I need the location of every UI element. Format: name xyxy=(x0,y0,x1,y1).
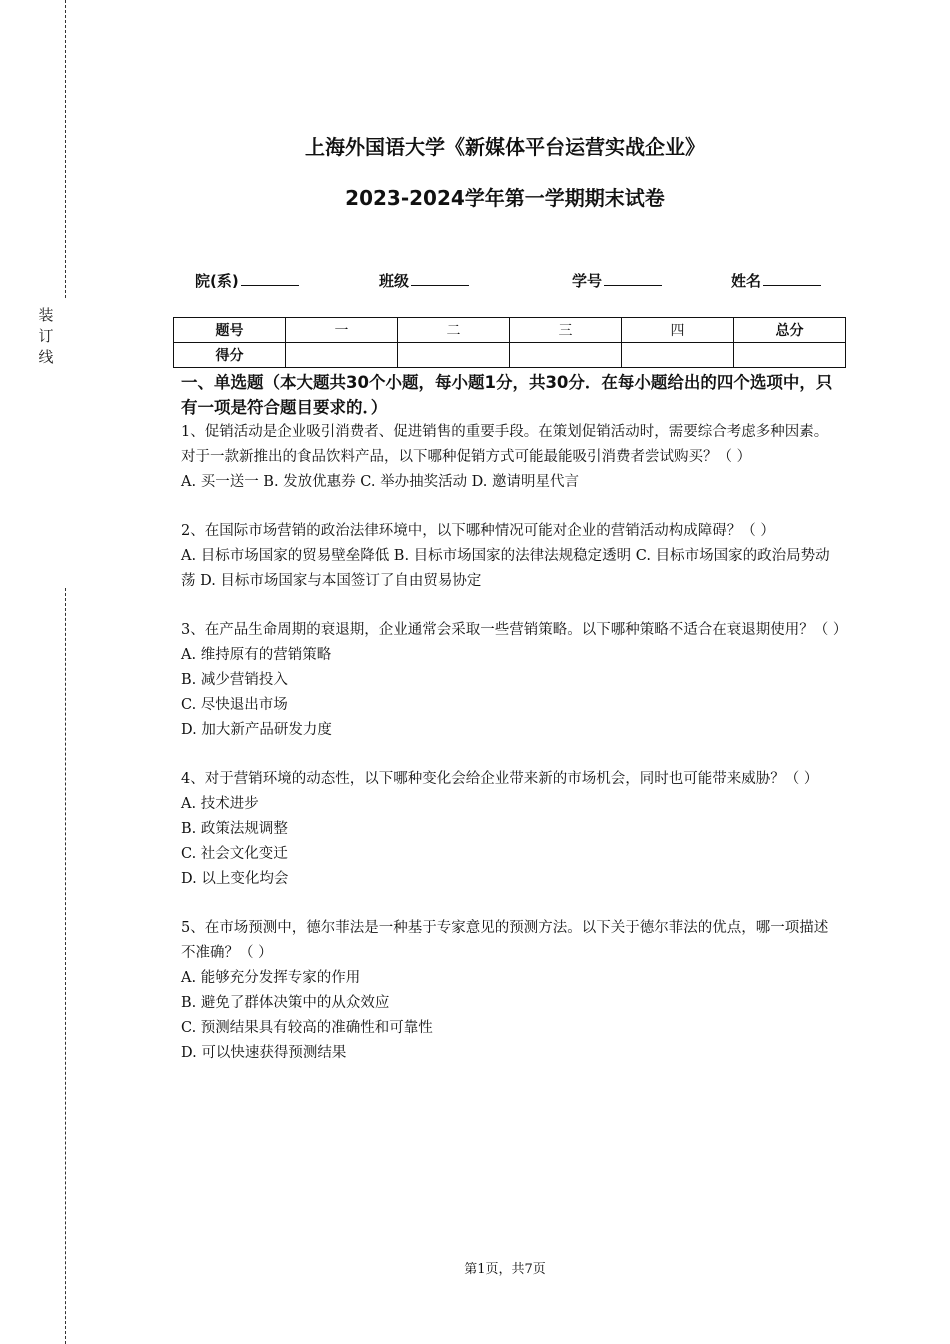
question-4 xyxy=(181,767,841,892)
name-label: 姓名 xyxy=(731,272,762,290)
question-1 xyxy=(181,420,841,495)
name-blank[interactable] xyxy=(763,271,821,286)
option-c: C. 社会文化变迁 xyxy=(181,846,288,862)
score-cell[interactable] xyxy=(734,343,846,368)
page-number: 第1页，共7页 xyxy=(464,1262,546,1277)
question-stem: 3、在产品生命周期的衰退期，企业通常会采取一些营销策略。以下哪种策略不适合在衰退期使用？（ ） xyxy=(181,622,848,638)
score-table-header-row xyxy=(174,318,846,343)
score-header-cell: 三 xyxy=(510,318,622,343)
binding-char: 订 xyxy=(38,327,54,345)
section-heading: 一、单选题（本大题共30个小题，每小题1分，共30分．在每小题给出的四个选项中，只有一项是符合题目要求的．） xyxy=(181,373,833,417)
question-2 xyxy=(181,519,841,594)
option-c: C. 预测结果具有较高的准确性和可靠性 xyxy=(181,1020,433,1036)
question-stem: 1、促销活动是企业吸引消费者、促进销售的重要手段。在策划促销活动时，需要综合考虑多种因素。对于一款新推出的食品饮料产品，以下哪种促销方式可能最能吸引消费者尝试购买？（ ） xyxy=(181,424,829,465)
score-table xyxy=(173,317,846,368)
binding-label xyxy=(36,305,56,368)
exam-title-line2: 2023-2024学年第一学期期末试卷 xyxy=(345,186,665,210)
score-cell[interactable] xyxy=(510,343,622,368)
score-cell[interactable] xyxy=(398,343,510,368)
question-options: A. 买一送一 B. 发放优惠券 C. 举办抽奖活动 D. 邀请明星代言 xyxy=(181,474,580,490)
option-b: B. 避免了群体决策中的从众效应 xyxy=(181,995,390,1011)
score-header-cell: 总分 xyxy=(734,318,846,343)
class-blank[interactable] xyxy=(411,271,469,286)
score-header-cell: 四 xyxy=(622,318,734,343)
score-header-cell: 一 xyxy=(286,318,398,343)
question-options: A. 目标市场国家的贸易壁垒降低 B. 目标市场国家的法律法规稳定透明 C. 目标市场国家的政治局势动荡 D. 目标市场国家与本国签订了自由贸易协定 xyxy=(181,548,830,589)
score-row-label: 得分 xyxy=(174,343,286,368)
binding-line-bottom xyxy=(65,588,66,1344)
exam-title-line1: 上海外国语大学《新媒体平台运营实战企业》 xyxy=(305,135,705,159)
score-cell[interactable] xyxy=(286,343,398,368)
college-field[interactable] xyxy=(195,270,299,291)
binding-char: 线 xyxy=(38,348,54,366)
student-id-label: 学号 xyxy=(572,272,603,290)
question-3 xyxy=(181,618,848,743)
student-id-field[interactable] xyxy=(572,270,662,291)
option-a: A. 技术进步 xyxy=(181,796,259,812)
question-stem: 5、在市场预测中，德尔菲法是一种基于专家意见的预测方法。以下关于德尔菲法的优点，哪一项描述不准确？（ ） xyxy=(181,920,829,961)
name-field[interactable] xyxy=(731,270,821,291)
class-label: 班级 xyxy=(379,272,410,290)
question-stem: 2、在国际市场营销的政治法律环境中，以下哪种情况可能对企业的营销活动构成障碍？（ ） xyxy=(181,523,775,539)
college-blank[interactable] xyxy=(241,271,299,286)
exam-content xyxy=(181,370,848,1090)
option-b: B. 政策法规调整 xyxy=(181,821,288,837)
option-d: D. 以上变化均会 xyxy=(181,871,289,887)
option-a: A. 能够充分发挥专家的作用 xyxy=(181,970,361,986)
option-a: A. 维持原有的营销策略 xyxy=(181,647,332,663)
option-c: C. 尽快退出市场 xyxy=(181,697,288,713)
score-table-score-row xyxy=(174,343,846,368)
option-d: D. 加大新产品研发力度 xyxy=(181,722,332,738)
score-cell[interactable] xyxy=(622,343,734,368)
score-header-cell: 题号 xyxy=(174,318,286,343)
question-stem: 4、对于营销环境的动态性，以下哪种变化会给企业带来新的市场机会，同时也可能带来威胁？（ ） xyxy=(181,771,819,787)
student-id-blank[interactable] xyxy=(604,271,662,286)
question-5 xyxy=(181,916,841,1066)
option-b: B. 减少营销投入 xyxy=(181,672,288,688)
binding-char: 装 xyxy=(38,306,54,324)
score-header-cell: 二 xyxy=(398,318,510,343)
option-d: D. 可以快速获得预测结果 xyxy=(181,1045,347,1061)
class-field[interactable] xyxy=(379,270,469,291)
college-label: 院(系) xyxy=(195,272,239,290)
